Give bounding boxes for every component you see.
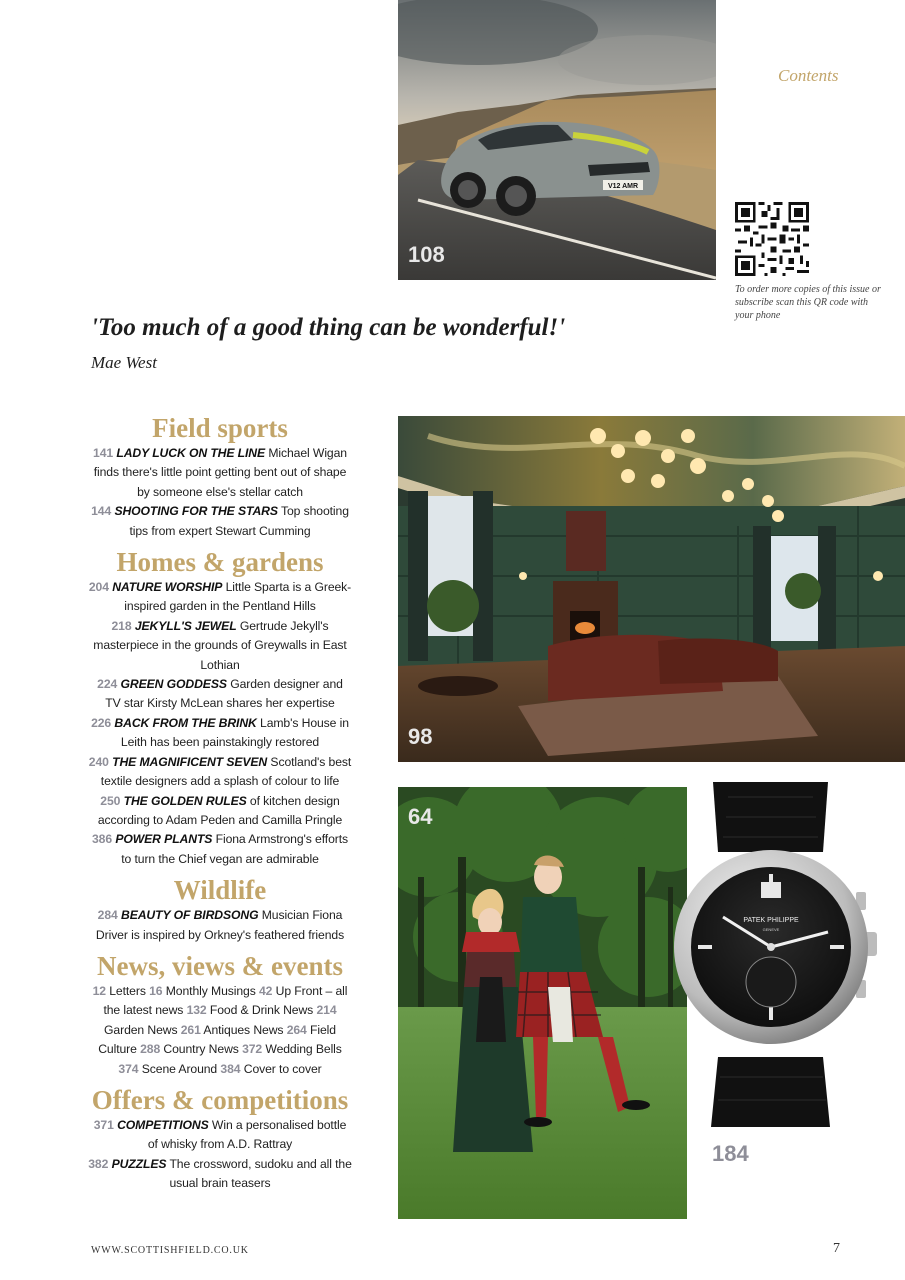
section-title-wildlife: Wildlife — [173, 875, 267, 906]
toc-entry[interactable]: 284 BEAUTY OF BIRDSONG Musician Fiona Driver is inspired by Orkney's feathered friends — [95, 908, 345, 942]
toc-entry[interactable]: 240 THE MAGNIFICENT SEVEN Scotland's best textile designers add a splash of colour to life — [88, 754, 352, 789]
watch-city: GENEVE — [762, 927, 780, 932]
watch-brand: PATEK PHILIPPE — [743, 917, 799, 924]
license-plate: V12 AMR — [607, 183, 639, 190]
section-body-offers — [88, 1116, 352, 1194]
contents-label: Contents — [778, 66, 839, 85]
toc-item[interactable]: 12 Letters — [92, 983, 150, 998]
section-title-offers: Offers & competitions — [91, 1084, 349, 1115]
toc-item[interactable]: 16 Monthly Musings — [149, 983, 259, 998]
interior-photo — [398, 416, 905, 762]
toc-entry[interactable]: 382 PUZZLES The crossword, sudoku and all the usual brain teasers — [88, 1156, 352, 1191]
section-body-homes — [88, 578, 352, 869]
toc-item[interactable]: 288 Country News — [140, 1042, 243, 1057]
toc-entry[interactable]: 386 POWER PLANTS Fiona Armstrong's efforts to turn the Chief vegan are admirable — [92, 832, 348, 866]
toc-entry[interactable]: 218 JEKYLL'S JEWEL Gertrude Jekyll's masterpiece in the grounds of Greywalls in East Lothian — [93, 618, 347, 672]
car-photo — [398, 0, 716, 280]
toc-item[interactable]: 261 Antiques News — [180, 1022, 287, 1037]
toc-entry[interactable]: 226 BACK FROM THE BRINK Lamb's House in Leith has been painstakingly restored — [91, 715, 349, 750]
pull-quote: 'Too much of a good thing can be wonderful!' — [91, 314, 566, 341]
toc-item[interactable]: 132 Food & Drink News — [186, 1003, 317, 1018]
section-body-field-sports — [88, 444, 352, 541]
couple-photo — [398, 787, 687, 1219]
toc-entry[interactable]: 204 NATURE WORSHIP Little Sparta is a Greek-inspired garden in the Pentland Hills — [88, 580, 352, 614]
toc-entry[interactable]: 250 THE GOLDEN RULES of kitchen design according to Adam Peden and Camilla Pringle — [97, 793, 343, 827]
toc-item[interactable]: 214 Garden News — [104, 1003, 337, 1037]
toc-entry[interactable]: 141 LADY LUCK ON THE LINE Michael Wigan finds there's little point getting bent out of shape by someone else's stellar catch — [93, 446, 347, 499]
toc-entry[interactable]: 224 GREEN GODDESS Garden designer and TV star Kirsty McLean shares her expertise — [97, 677, 343, 711]
section-title-news: News, views & events — [97, 950, 343, 981]
quote-author: Mae West — [91, 353, 157, 372]
toc-entry[interactable]: 144 SHOOTING FOR THE STARS Top shooting tips from expert Stewart Cumming — [91, 504, 349, 538]
interior-page-number: 98 — [408, 724, 433, 749]
couple-page-number: 64 — [408, 804, 433, 829]
section-title-homes: Homes & gardens — [116, 547, 324, 578]
qr-code[interactable] — [735, 202, 809, 276]
footer-url[interactable]: WWW.SCOTTISHFIELD.CO.UK — [91, 1245, 249, 1256]
watch-photo — [668, 782, 905, 1132]
car-page-number: 108 — [408, 242, 445, 267]
toc-item[interactable]: 264 Field Culture — [98, 1022, 336, 1057]
section-title-field-sports: Field sports — [152, 413, 288, 443]
section-body-news — [88, 982, 352, 1079]
section-body-wildlife — [88, 906, 352, 945]
toc-item[interactable]: 42 Up Front – all the latest news — [103, 983, 348, 1018]
toc-entry[interactable]: 371 COMPETITIONS Win a personalised bottle of whisky from A.D. Rattray — [93, 1117, 347, 1152]
watch-page-number: 184 — [712, 1141, 749, 1166]
toc-item[interactable]: 372 Wedding Bells — [242, 1042, 342, 1057]
toc-item[interactable]: 374 Scene Around — [118, 1061, 221, 1076]
table-of-contents — [88, 412, 352, 1199]
qr-caption: To order more copies of this issue or subscribe scan this QR code with your phone — [735, 284, 881, 321]
page-number: 7 — [833, 1241, 840, 1256]
toc-item[interactable]: 384 Cover to cover — [220, 1061, 322, 1076]
